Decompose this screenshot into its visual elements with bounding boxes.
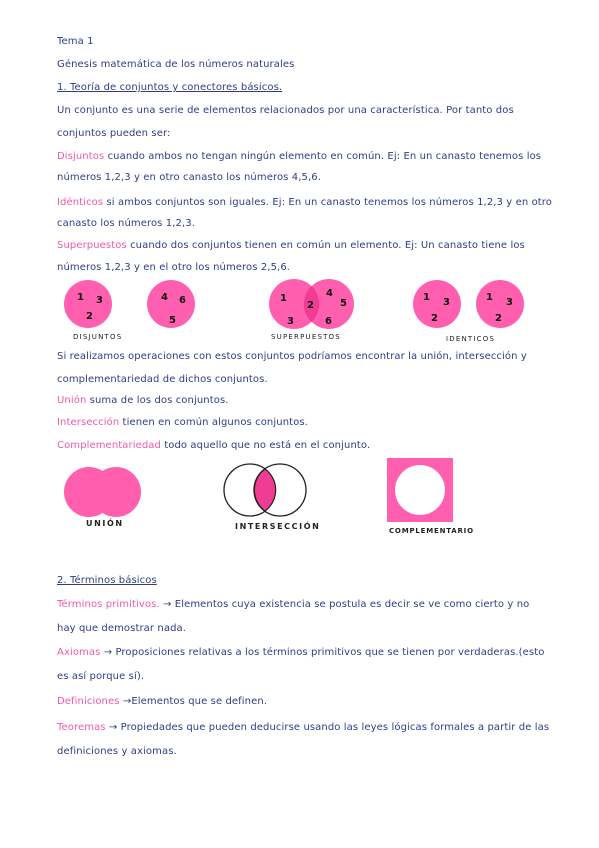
identicos-text: si ambos conjuntos son iguales. Ej: En un canasto tenemos los números 1,2,3 y en otro [103, 197, 553, 208]
union-term: Unión [57, 395, 87, 406]
axiomas-line-1 [57, 646, 544, 659]
union-line [57, 394, 229, 407]
disjuntos-line-2: números 1,2,3 y en otro canasto los números 4,5,6. [57, 172, 321, 183]
sp-n1: 1 [280, 293, 287, 304]
label-union: UNIÓN [86, 519, 124, 528]
primitivos-text: → Elementos cuya existencia se postula es decir se ve como cierto y no [159, 599, 530, 610]
id-a-n3: 2 [431, 313, 438, 324]
superpuestos-line-2: números 1,2,3 y en el otro los números 2,5,6. [57, 262, 291, 273]
intro-line-2: conjuntos pueden ser: [57, 128, 171, 139]
operaciones-line-2: complementariedad de dichos conjuntos. [57, 374, 268, 385]
sp-n4: 5 [340, 298, 347, 309]
page-title: Tema 1 [57, 36, 94, 47]
sp-n5: 3 [287, 316, 294, 327]
id-a-n2: 3 [443, 297, 450, 308]
interseccion-term: Intersección [57, 417, 120, 428]
complementario-circle [395, 465, 445, 515]
id-a-n1: 1 [423, 292, 430, 303]
disjuntos-term: Disjuntos [57, 151, 105, 162]
union-circle-b [91, 467, 141, 517]
dj-a-n2: 3 [96, 295, 103, 306]
label-interseccion: INTERSECCIÓN [235, 522, 321, 531]
label-identicos: IDENTICOS [446, 335, 496, 343]
complementariedad-text: todo aquello que no está en el conjunto. [160, 440, 371, 451]
axiomas-line-2: es así porque sí). [57, 671, 145, 682]
complementariedad-term: Complementariedad [57, 440, 161, 451]
dj-a-n3: 2 [86, 311, 93, 322]
section2-heading: 2. Términos básicos [57, 575, 157, 586]
sp-n2: 2 [307, 300, 314, 311]
primitivos-term: Términos primitivos. [57, 599, 160, 610]
interseccion-line [57, 416, 308, 429]
complementariedad-line [57, 439, 370, 452]
dj-b-n2: 6 [179, 295, 186, 306]
intro-line-1: Un conjunto es una serie de elementos relacionados por una característica. Por tanto dos [57, 105, 514, 116]
operaciones-line-1: Si realizamos operaciones con estos conjuntos podríamos encontrar la unión, intersección y [57, 351, 527, 362]
sp-n3: 4 [326, 288, 333, 299]
section1-heading: 1. Teoría de conjuntos y conectores básicos. [57, 82, 283, 93]
superpuestos-text: cuando dos conjuntos tienen en común un elemento. Ej: Un canasto tiene los [126, 240, 525, 251]
superpuestos-term: Superpuestos [57, 240, 127, 251]
definiciones-line [57, 695, 267, 708]
interseccion-text: tienen en común algunos conjuntos. [119, 417, 308, 428]
identicos-term: Idénticos [57, 197, 104, 208]
primitivos-line-1 [57, 598, 529, 611]
teoremas-term: Teoremas [57, 722, 106, 733]
teoremas-text: → Propiedades que pueden deducirse usando las leyes lógicas formales a partir de las [105, 722, 550, 733]
id-b-n3: 2 [495, 313, 502, 324]
page-subtitle: Génesis matemática de los números naturales [57, 59, 295, 70]
label-superpuestos: SUPERPUESTOS [271, 333, 341, 341]
primitivos-line-2: hay que demostrar nada. [57, 623, 187, 634]
definiciones-term: Definiciones [57, 696, 120, 707]
label-complementario: COMPLEMENTARIO [389, 527, 474, 535]
identicos-line-2: canasto los números 1,2,3. [57, 218, 195, 229]
dj-a-n1: 1 [77, 292, 84, 303]
union-text: suma de los dos conjuntos. [86, 395, 229, 406]
axiomas-term: Axiomas [57, 647, 101, 658]
teoremas-line-2: definiciones y axiomas. [57, 746, 177, 757]
teoremas-line-1 [57, 721, 549, 734]
dj-b-n3: 5 [169, 315, 176, 326]
id-b-n2: 3 [506, 297, 513, 308]
label-disjuntos: DISJUNTOS [73, 333, 123, 341]
dj-b-n1: 4 [161, 292, 168, 303]
sp-n6: 6 [325, 316, 332, 327]
id-b-n1: 1 [486, 292, 493, 303]
disjuntos-text: cuando ambos no tengan ningún elemento en común. Ej: En un canasto tenemos los [104, 151, 542, 162]
definiciones-text: →Elementos que se definen. [119, 696, 268, 707]
axiomas-text: → Proposiciones relativas a los términos primitivos que se tienen por verdaderas.(esto [100, 647, 545, 658]
